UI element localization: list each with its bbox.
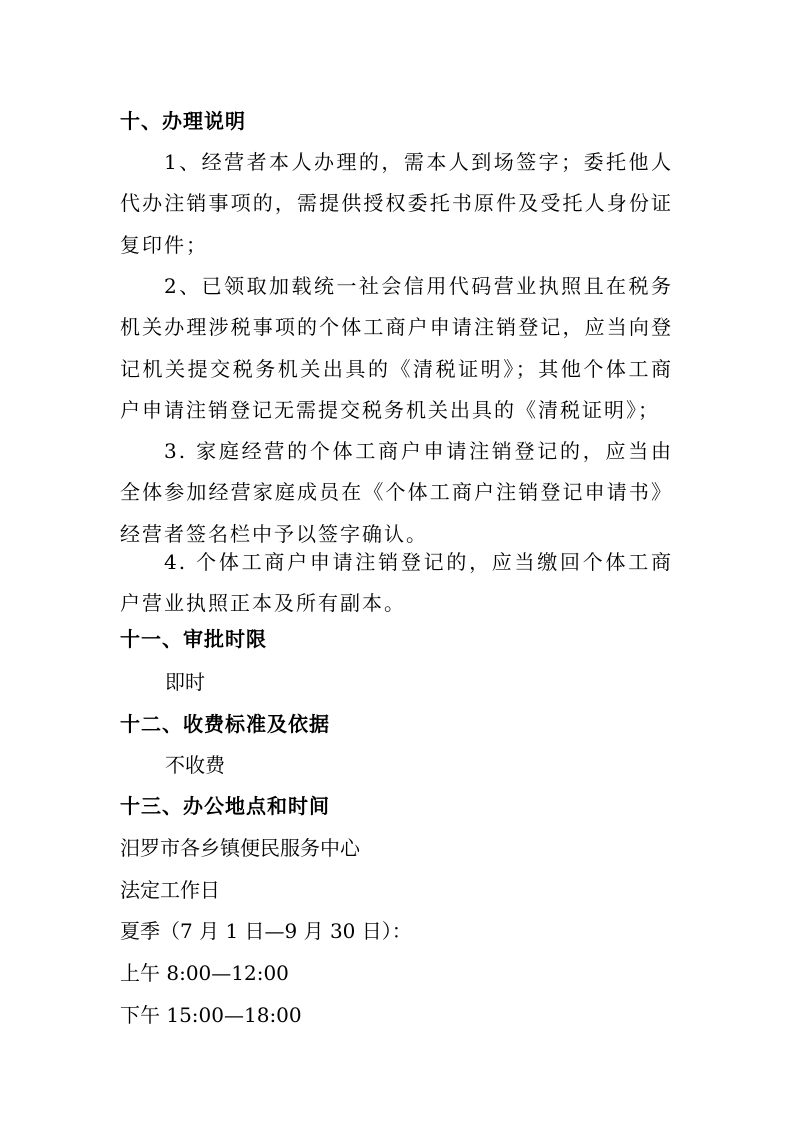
working-days: 法定工作日 [120,878,220,902]
section-13-heading: 十三、办公地点和时间 [120,794,330,818]
fee-value: 不收费 [165,753,225,777]
section-10-item-1: 1、经营者本人办理的，需本人到场签字；委托他人代办注销事项的，需提供授权委托书原件及受托人身份证复印件； [120,150,673,257]
office-location: 汨罗市各乡镇便民服务中心 [120,836,360,860]
approval-time-value: 即时 [165,670,205,694]
section-11-heading: 十一、审批时限 [120,627,267,651]
section-10-item-3: 3. 家庭经营的个体工商户申请注销登记的，应当由全体参加经营家庭成员在《个体工商户注销登记申请书》经营者签名栏中予以签字确认。 [120,439,673,546]
section-12-heading: 十二、收费标准及依据 [120,712,330,736]
summer-period: 夏季（7 月 1 日—9 月 30 日）： [120,919,412,943]
section-10-heading: 十、办理说明 [120,109,246,133]
section-10-item-2: 2、已领取加载统一社会信用代码营业执照且在税务机关办理涉税事项的个体工商户申请注销登记，应当向登记机关提交税务机关出具的《清税证明》；其他个体工商户申请注销登记无需提交税务机关出具的《清税证明》； [120,274,673,422]
afternoon-hours: 下午 15:00—18:00 [120,1003,302,1027]
section-10-item-4: 4. 个体工商户申请注销登记的，应当缴回个体工商户营业执照正本及所有副本。 [120,550,673,616]
morning-hours: 上午 8:00—12:00 [120,961,289,985]
